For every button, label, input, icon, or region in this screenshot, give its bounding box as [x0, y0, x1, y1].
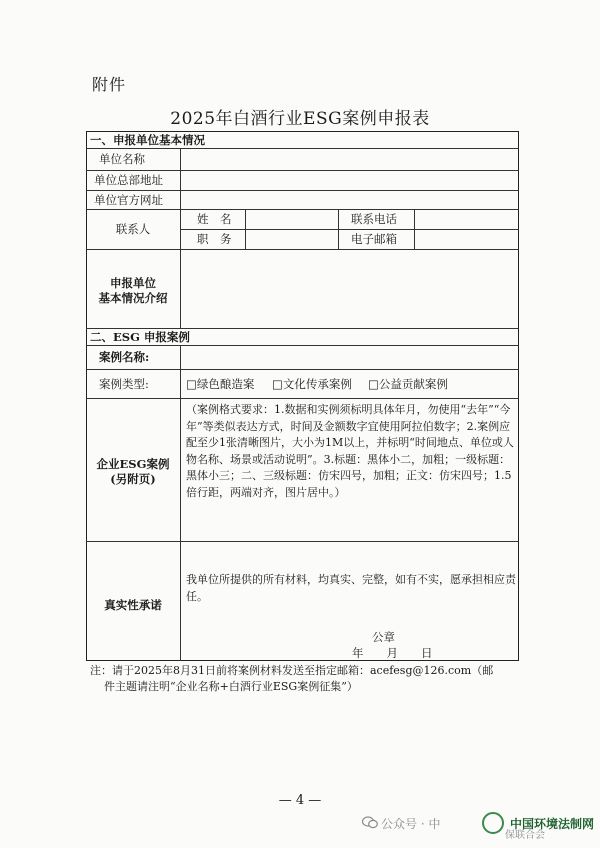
watermark-brand: 中国环境法制网 [510, 817, 595, 831]
promise-label: 真实性承诺 [104, 598, 162, 612]
unit-name-label: 单位名称 [99, 152, 145, 166]
note-line1: 注：请于2025年8月31日前将案例材料发送至指定邮箱：acefesg@126.com（邮 [90, 664, 494, 677]
contact-label: 联系人 [115, 222, 151, 236]
section1-heading: 一、申报单位基本情况 [90, 133, 205, 147]
email-label: 电子邮箱 [351, 232, 397, 246]
note-line2: 件主题请注明“企业名称+白酒行业ESG案例征集”） [104, 680, 358, 693]
row-divider [86, 328, 519, 329]
form-title: 2025年白酒行业ESG案例申报表 [170, 109, 430, 129]
intro-label-line2: 基本情况介绍 [98, 291, 168, 305]
page-number: — 4 — [278, 793, 322, 808]
name-label: 姓 名 [197, 212, 232, 226]
row-divider [86, 209, 519, 210]
row-divider [86, 190, 519, 191]
attachment-label: 附件 [92, 75, 127, 94]
wechat-icon [362, 816, 378, 829]
row-divider [86, 541, 519, 542]
case-format-requirements: （案例格式要求：1.数据和实例须标明具体年月，勿使用“去年”“今年”等类似表达方式，时间及金额数字宜使用阿拉伯数字；2.案例应配至少1张清晰图片，大小为1M以上，并标明“时间地点、单位或人物名称、场景或活动说明”。3.标题：黑体小二，加粗；一级标题：黑体小三；二、三级标题：仿宋四号，加粗；正文：仿宋四号；1.5倍行距，两端对齐，图片居中。） [186, 403, 514, 499]
case-type-label: 案例类型: [99, 377, 149, 391]
date-label: 年 月 日 [352, 646, 433, 660]
position-label: 职 务 [197, 232, 232, 246]
case-label-line2: (另附页) [110, 472, 156, 486]
row-divider [86, 398, 519, 399]
row-divider [86, 369, 519, 370]
website-label: 单位官方网址 [94, 193, 163, 207]
organization-logo [482, 812, 504, 834]
col-divider [338, 209, 339, 249]
col-divider [180, 249, 181, 328]
phone-label: 联系电话 [351, 212, 397, 226]
seal-label: 公章 [372, 630, 395, 644]
row-divider [86, 170, 519, 171]
case-type-option-charity[interactable]: □公益贡献案例 [368, 377, 448, 391]
row-divider [86, 345, 519, 346]
col-divider [180, 345, 181, 661]
col-divider [414, 209, 415, 249]
watermark-prefix: 公众号 · 中 [381, 817, 441, 831]
row-divider [86, 249, 519, 250]
case-type-option-green[interactable]: □绿色酿造案 [186, 377, 255, 391]
col-divider [180, 148, 181, 249]
watermark-suffix: 保联合会 [505, 830, 545, 841]
row-divider [86, 148, 519, 149]
section2-heading: 二、ESG 申报案例 [90, 330, 190, 344]
promise-text: 我单位所提供的所有材料，均真实、完整，如有不实，愿承担相应责任。 [186, 573, 516, 603]
col-divider [245, 209, 246, 249]
intro-label-line1: 申报单位 [110, 276, 156, 290]
case-type-option-culture[interactable]: □文化传承案例 [272, 377, 352, 391]
case-label-line1: 企业ESG案例 [96, 457, 170, 471]
case-name-label: 案例名称: [99, 350, 150, 364]
hq-address-label: 单位总部地址 [94, 173, 163, 187]
row-divider [180, 229, 519, 230]
